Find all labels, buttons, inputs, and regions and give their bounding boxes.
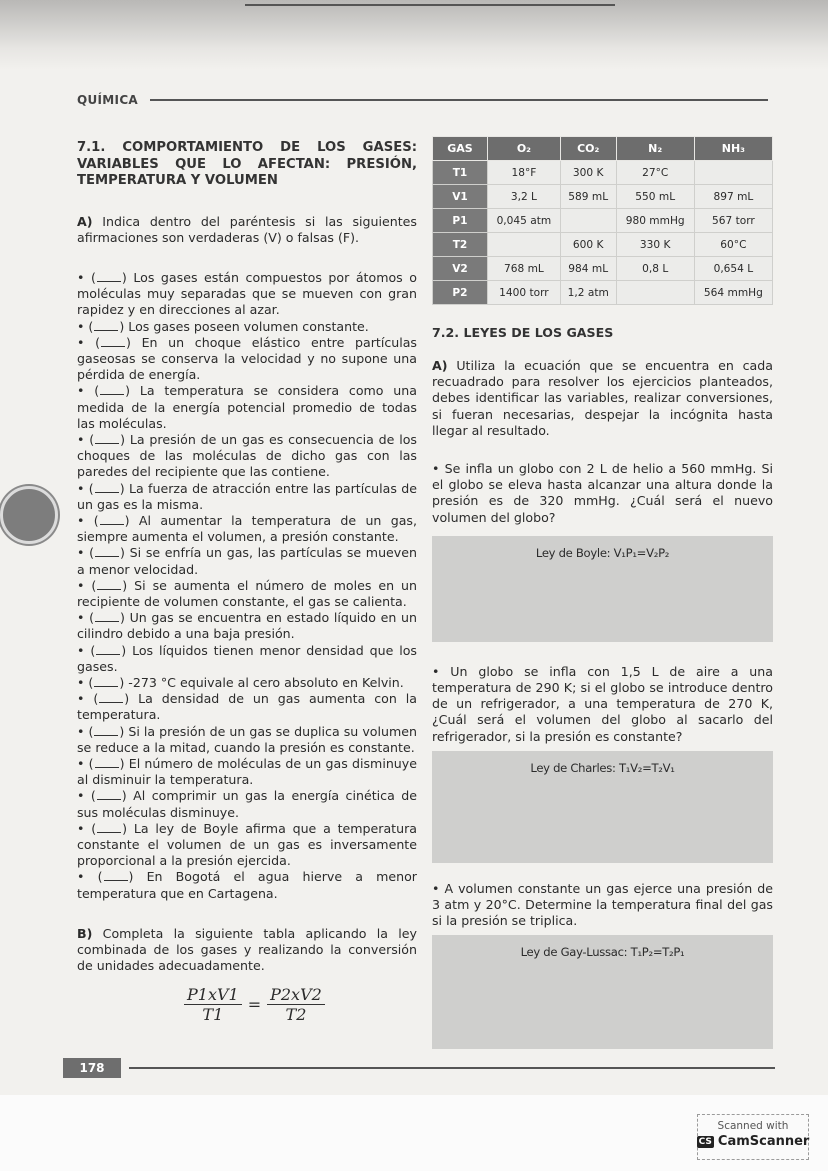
statement-text: La fuerza de atracción entre las partículas de un gas es la misma. [77,480,417,512]
answer-blank[interactable] [100,514,124,525]
answer-blank[interactable] [100,384,124,395]
table-cell[interactable]: 768 mL [488,257,561,281]
statement-text: Al aumentar la temperatura de un gas, siempre aumenta el volumen, a presión constante. [77,512,417,545]
answer-blank[interactable] [97,271,121,282]
answer-blank[interactable] [104,870,128,881]
table-cell[interactable]: 330 K [616,233,694,257]
table-cell[interactable]: 589 mL [560,185,616,209]
part-b-label: B) [77,925,93,941]
answer-blank[interactable] [97,789,121,800]
row-label: P1 [433,209,488,233]
statement-item: • ( ) La densidad de un gas aumenta con la temperatura. [77,691,417,723]
table-cell[interactable] [488,233,561,257]
table-cell[interactable]: 984 mL [560,257,616,281]
scan-top-shadow [0,0,828,70]
table-cell[interactable] [616,281,694,305]
row-label: P2 [433,281,488,305]
header-nh3: NH₃ [694,137,772,161]
chemistry-flask-icon [0,486,58,544]
formula-left-denominator: T1 [202,1005,224,1024]
formula-left-fraction [184,985,242,1024]
formula-right-fraction [267,985,325,1024]
statement-text: Los gases poseen volumen constante. [128,318,369,334]
answer-blank[interactable] [95,546,119,557]
table-cell[interactable]: 18°F [488,161,561,185]
subject-label: QUÍMICA [77,93,139,107]
statement-item: • ( ) La presión de un gas es consecuencia de los choques de las moléculas de dicho gas con las paredes del recipiente que las contiene. [77,431,417,480]
combined-gas-law-formula [184,985,325,1024]
statement-item: • ( ) Los gases están compuestos por átomos o moléculas muy separadas que se mueven con gran rapidez y en direcciones al azar. [77,269,417,318]
statement-item: • ( ) Si la presión de un gas se duplica su volumen se reduce a la mitad, cuando la presión es constante. [77,723,417,755]
formula-right-numerator: P2xV2 [267,985,325,1005]
statement-text: La temperatura se considera como una medida de la energía potencial promedio de todas las moléculas. [77,383,417,431]
statement-text: El número de moléculas de un gas disminuye al disminuir la temperatura. [77,756,417,788]
statement-item: • ( ) Los gases poseen volumen constante. [77,318,369,334]
statement-item: • ( ) La ley de Boyle afirma que a temperatura constante el volumen de un gas es inversamente proporcional a la presión ejercida. [77,820,417,869]
section-72-part-a-label: A) [432,358,448,373]
header-n2: N₂ [616,137,694,161]
table-row [433,233,773,257]
answer-box-gaylussac[interactable] [432,935,773,1049]
statement-text: En Bogotá el agua hierve a menor temperatura que en Cartagena. [77,869,417,901]
table-row [433,161,773,185]
table-cell[interactable]: 60°C [694,233,772,257]
statement-text: -273 °C equivale al cero absoluto en Kelvin. [128,674,404,690]
statement-item: • ( ) En Bogotá el agua hierve a menor temperatura que en Cartagena. [77,869,417,901]
table-cell[interactable]: 0,654 L [694,257,772,281]
watermark-line1: Scanned with [717,1120,789,1132]
answer-blank[interactable] [94,725,118,736]
part-a-text: Indica dentro del paréntesis si las siguientes afirmaciones son verdaderas (V) o falsas (F). [77,213,417,245]
problem-text: Un globo se infla con 1,5 L de aire a una temperatura de 290 K; si el globo se introduce dentro de un refrigerador, a una temperatura de 270 K, ¿Cuál será el volumen del globo al sacarlo del refrigerador, si la presión es constante? [432,663,773,744]
answer-box-charles[interactable] [432,751,773,863]
answer-blank[interactable] [97,579,121,590]
table-cell[interactable]: 564 mmHg [694,281,772,305]
section-71-title: 7.1. COMPORTAMIENTO DE LOS GASES: VARIABLES QUE LO AFECTAN: PRESIÓN, TEMPERATURA Y VOLUMEN [77,140,417,188]
answer-blank[interactable] [95,433,119,444]
header-co2: CO₂ [560,137,616,161]
statement-item: • ( ) En un choque elástico entre partículas gaseosas se conserva la velocidad y no supone una pérdida de energía. [77,334,417,383]
statement-text: Un gas se encuentra en estado líquido en un cilindro debido a una baja presión. [77,610,417,642]
statement-item: • ( ) Al aumentar la temperatura de un gas, siempre aumenta el volumen, a presión constante. [77,512,417,545]
answer-blank[interactable] [99,692,123,703]
right-column [432,136,773,1049]
formula-left-numerator: P1xV1 [184,985,242,1005]
table-cell[interactable]: 550 mL [616,185,694,209]
table-cell[interactable]: 567 torr [694,209,772,233]
statement-item: • ( ) El número de moléculas de un gas disminuye al disminuir la temperatura. [77,756,417,788]
problem-gaylussac-text: • A volumen constante un gas ejerce una presión de 3 atm y 20°C. Determine la temperatura final del gas si la presión se triplica. [432,880,773,929]
problem-text: Se infla un globo con 2 L de helio a 560 mmHg. Si el globo se eleva hasta alcanzar una altura donde la presión es de 320 mmHg. ¿Cuál será el nuevo volumen del globo? [432,461,774,525]
statement-item: • ( ) Si se enfría un gas, las partículas se mueven a menor velocidad. [77,545,417,577]
row-label: V2 [433,257,488,281]
answer-blank[interactable] [96,644,120,655]
answer-blank[interactable] [101,336,125,347]
part-a-instructions [77,214,417,246]
answer-blank[interactable] [97,822,121,833]
statement-item: • ( ) -273 °C equivale al cero absoluto en Kelvin. [77,674,404,690]
table-header-row [433,137,773,161]
camscanner-logo-icon: CS [698,1136,712,1147]
table-cell[interactable]: 0,045 atm [488,209,561,233]
header-rule [150,99,768,101]
part-b-text: Completa la siguiente tabla aplicando la ley combinada de los gases y realizando la conversión de unidades adecuadamente. [77,925,417,974]
watermark-line2: CamScanner [717,1134,810,1149]
table-cell[interactable]: 300 K [560,161,616,185]
watermark-brand [698,1134,808,1149]
formula-right-denominator: T2 [285,1005,307,1024]
section-72-part-a-text: Utiliza la ecuación que se encuentra en cada recuadrado para resolver los ejercicios planteados, debes identificar las variables, realizar conversiones, si fueran necesarias, despejar la incógnita hasta llegar al resultado. [432,358,773,438]
table-row [433,257,773,281]
problem-boyle-text: • Se infla un globo con 2 L de helio a 560 mmHg. Si el globo se eleva hasta alcanzar una altura donde la presión es de 320 mmHg. ¿Cuál será el nuevo volumen del globo? [432,461,774,525]
statement-item: • ( ) La fuerza de atracción entre las partículas de un gas es la misma. [77,480,417,512]
answer-box-boyle[interactable] [432,536,773,642]
problem-charles-text: • Un globo se infla con 1,5 L de aire a una temperatura de 290 K; si el globo se introduce dentro de un refrigerador, a una temperatura de 270 K, ¿Cuál será el volumen del globo al sacarlo del refrigerador, si la presión es constante? [432,663,773,744]
row-label: V1 [433,185,488,209]
law-label-charles: Ley de Charles: T₁V₂=T₂V₁ [530,760,675,775]
row-label: T2 [433,233,488,257]
statement-text: Los gases están compuestos por átomos o moléculas muy separadas que se mueven con gran rapidez y en direcciones al azar. [77,269,417,318]
statement-item: • ( ) Si se aumenta el número de moles en un recipiente de volumen constante, el gas se calienta. [77,577,417,609]
statement-text: Si se aumenta el número de moles en un recipiente de volumen constante, el gas se calienta. [77,577,417,609]
table-cell[interactable]: 1,2 atm [560,281,616,305]
statement-text: Al comprimir un gas la energía cinética de sus moléculas disminuye. [77,788,417,820]
statement-text: Si se enfría un gas, las partículas se mueven a menor velocidad. [77,545,417,577]
statement-text: En un choque elástico entre partículas gaseosas se conserva la velocidad y no supone una pérdida de energía. [77,334,417,383]
table-row [433,209,773,233]
answer-blank[interactable] [94,320,118,331]
header-o2: O₂ [488,137,561,161]
footer-rule [129,1067,775,1069]
statement-text: La ley de Boyle afirma que a temperatura constante el volumen de un gas es inversamente proporcional a la presión ejercida. [77,820,417,869]
scan-top-line [245,4,615,6]
statement-text: Si la presión de un gas se duplica su volumen se reduce a la mitad, cuando la presión es constante. [77,723,417,755]
answer-blank[interactable] [94,676,118,687]
header-gas: GAS [433,137,488,161]
law-label-gaylussac: Ley de Gay-Lussac: T₁P₂=T₂P₁ [520,945,685,960]
statement-text: La densidad de un gas aumenta con la temperatura. [77,691,417,723]
table-cell[interactable]: 3,2 L [488,185,561,209]
table-cell[interactable] [694,161,772,185]
table-cell[interactable]: 980 mmHg [616,209,694,233]
answer-blank[interactable] [95,611,119,622]
table-cell[interactable]: 0,8 L [616,257,694,281]
table-cell[interactable]: 27°C [616,161,694,185]
table-row [433,185,773,209]
gas-data-table [432,136,773,305]
formula-equals: = [247,995,262,1014]
section-72-instructions [432,358,773,439]
table-cell[interactable]: 897 mL [694,185,772,209]
row-label: T1 [433,161,488,185]
table-row [433,281,773,305]
left-column [77,140,417,998]
table-cell[interactable] [560,209,616,233]
page-number: 178 [63,1058,121,1078]
law-label-boyle: Ley de Boyle: V₁P₁=V₂P₂ [535,545,670,560]
answer-blank[interactable] [95,757,119,768]
true-false-list [77,270,417,902]
statement-text: Los líquidos tienen menor densidad que los gases. [77,642,417,674]
part-a-label: A) [77,213,93,229]
statement-item: • ( ) Un gas se encuentra en estado líquido en un cilindro debido a una baja presión. [77,610,417,642]
part-b-instructions [77,926,417,975]
statement-item: • ( ) La temperatura se considera como una medida de la energía potencial promedio de todas las moléculas. [77,383,417,431]
page-header [77,92,768,108]
camscanner-watermark [697,1114,809,1160]
table-cell[interactable]: 600 K [560,233,616,257]
page-footer [63,1058,775,1078]
statement-item: • ( ) Los líquidos tienen menor densidad que los gases. [77,642,417,674]
section-72-title: 7.2. LEYES DE LOS GASES [432,325,614,340]
answer-blank[interactable] [95,482,119,493]
statement-text: La presión de un gas es consecuencia de los choques de las moléculas de dicho gas con las paredes del recipiente que las contiene. [77,431,417,480]
statement-item: • ( ) Al comprimir un gas la energía cinética de sus moléculas disminuye. [77,788,417,820]
table-cell[interactable]: 1400 torr [488,281,561,305]
problem-text: A volumen constante un gas ejerce una presión de 3 atm y 20°C. Determine la temperatura final del gas si la presión se triplica. [432,880,773,929]
